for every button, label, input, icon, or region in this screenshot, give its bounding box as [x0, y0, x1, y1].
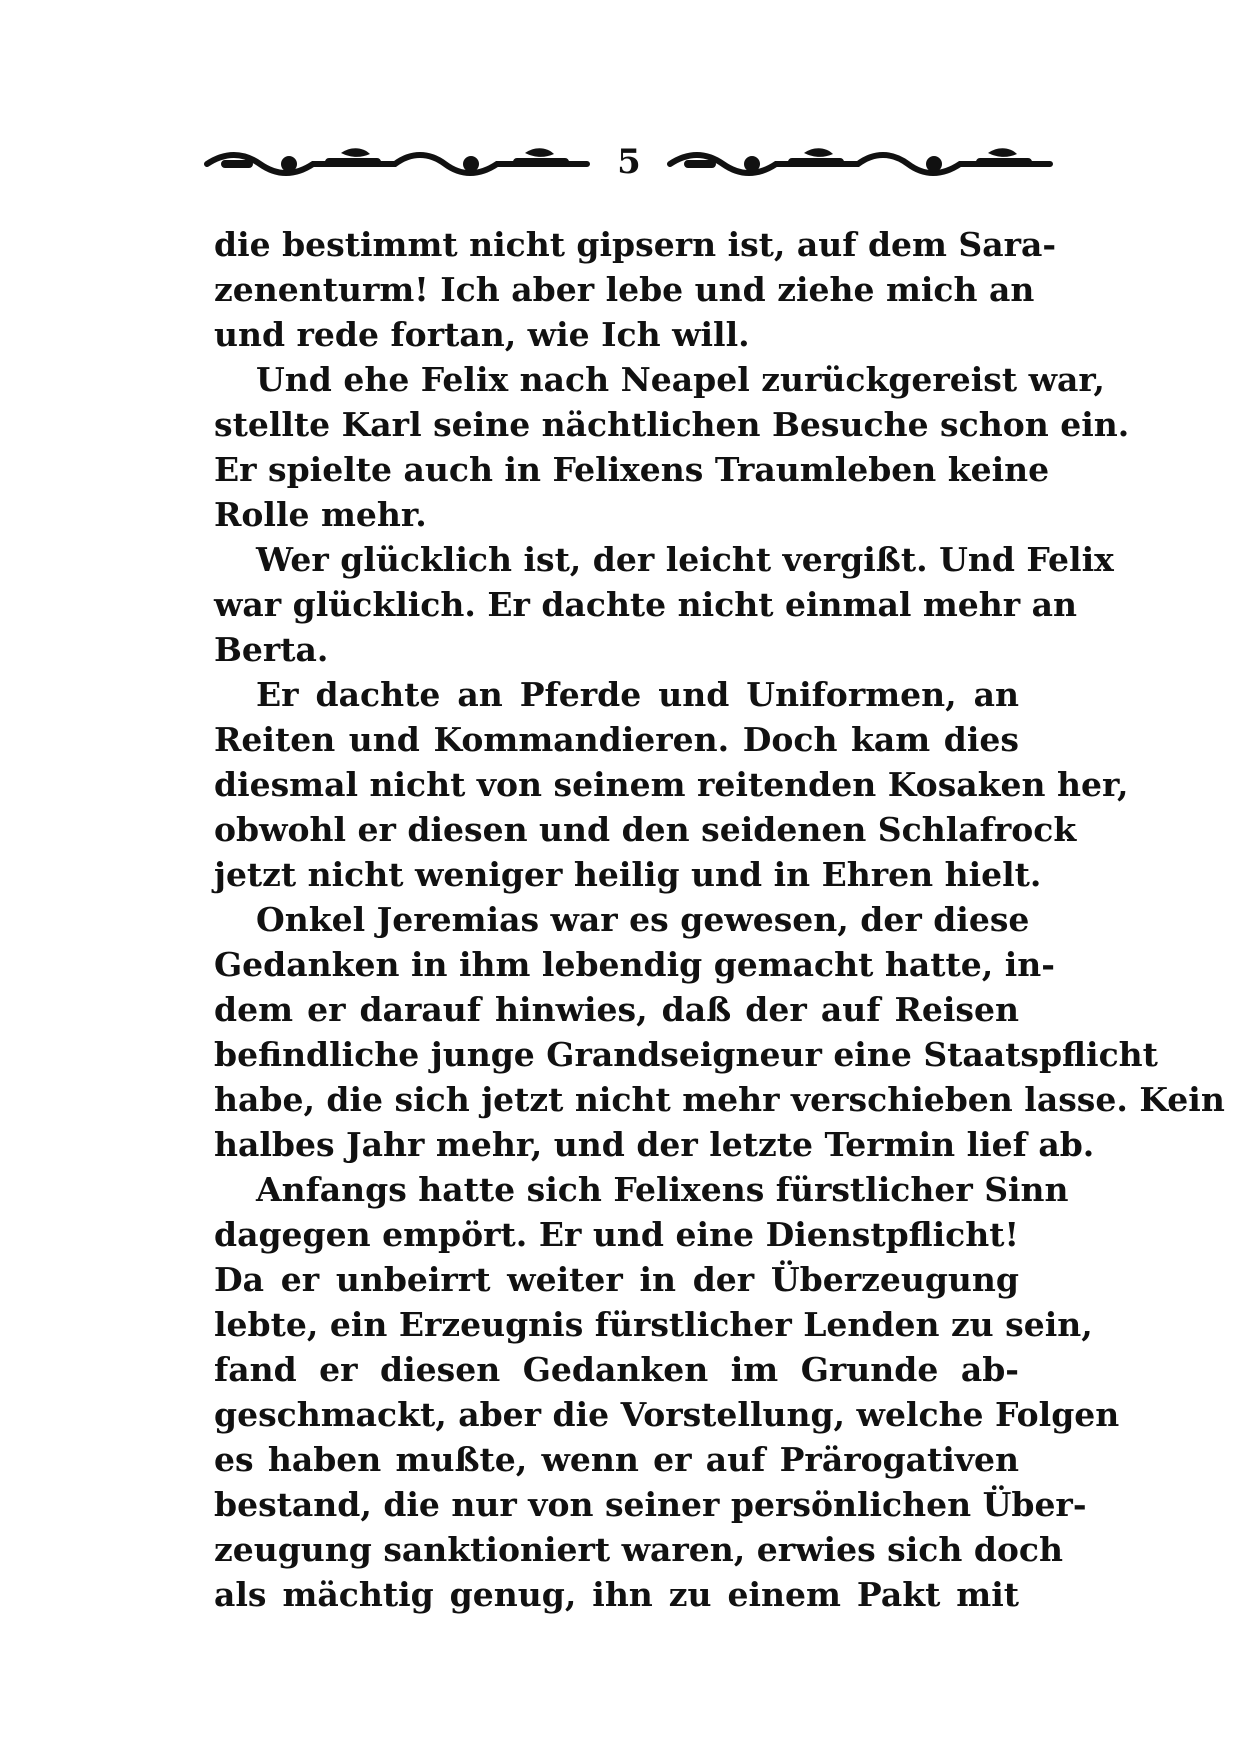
text-line: diesmal nicht von seinem reitenden Kosaken her,	[214, 765, 1129, 804]
text-line: als mächtig genug, ihn zu einem Pakt mit	[214, 1575, 1019, 1614]
text-line: Rolle mehr.	[214, 495, 427, 534]
text-line: es haben mußte, wenn er auf Prärogativen	[214, 1440, 1019, 1479]
text-line: stellte Karl seine nächtlichen Besuche schon ein.	[214, 405, 1130, 444]
text-line: bestand, die nur von seiner persönlichen Über-	[214, 1485, 1087, 1524]
text-line: zenenturm! Ich aber lebe und ziehe mich an	[214, 270, 1035, 309]
text-line: Wer glücklich ist, der leicht vergißt. Und Felix	[256, 540, 1114, 579]
text-line: geschmackt, aber die Vorstellung, welche Folgen	[214, 1395, 1120, 1434]
page-header	[205, 138, 1045, 192]
text-line: halbes Jahr mehr, und der letzte Termin lief ab.	[214, 1125, 1095, 1164]
text-line: Reiten und Kommandieren. Doch kam dies	[214, 720, 1019, 759]
text-line: jetzt nicht weniger heilig und in Ehren hielt.	[214, 855, 1042, 894]
text-line: fand er diesen Gedanken im Grunde ab-	[214, 1350, 1019, 1389]
text-line: dem er darauf hinwies, daß der auf Reisen	[214, 990, 1019, 1029]
decorative-rule-icon	[668, 146, 1053, 180]
text-line: Da er unbeirrt weiter in der Überzeugung	[214, 1260, 1019, 1299]
text-line: Er dachte an Pferde und Uniformen, an	[256, 675, 1019, 714]
text-line: Anfangs hatte sich Felixens fürstlicher Sinn	[256, 1170, 1069, 1209]
text-line: Er spielte auch in Felixens Traumleben keine	[214, 450, 1050, 489]
text-line: Onkel Jeremias war es gewesen, der diese	[256, 900, 1030, 939]
text-line: Gedanken in ihm lebendig gemacht hatte, in-	[214, 945, 1055, 984]
text-line: zeugung sanktioniert waren, erwies sich doch	[214, 1530, 1063, 1569]
text-line: dagegen empört. Er und eine Dienstpflicht!	[214, 1215, 1019, 1254]
text-line: obwohl er diesen und den seidenen Schlafrock	[214, 810, 1077, 849]
text-line: befindliche junge Grandseigneur eine Staatspflicht	[214, 1035, 1158, 1074]
text-line: Berta.	[214, 630, 329, 669]
text-line: die bestimmt nicht gipsern ist, auf dem Sara-	[214, 225, 1057, 264]
text-line: Und ehe Felix nach Neapel zurückgereist war,	[256, 360, 1105, 399]
body-text	[214, 222, 1225, 1622]
text-line: war glücklich. Er dachte nicht einmal mehr an	[214, 585, 1078, 624]
text-line: habe, die sich jetzt nicht mehr verschieben lasse. Kein	[214, 1080, 1225, 1119]
text-line: lebte, ein Erzeugnis fürstlicher Lenden zu sein,	[214, 1305, 1093, 1344]
page-number: 5	[617, 142, 641, 182]
decorative-rule-icon	[205, 146, 590, 180]
text-line: und rede fortan, wie Ich will.	[214, 315, 750, 354]
